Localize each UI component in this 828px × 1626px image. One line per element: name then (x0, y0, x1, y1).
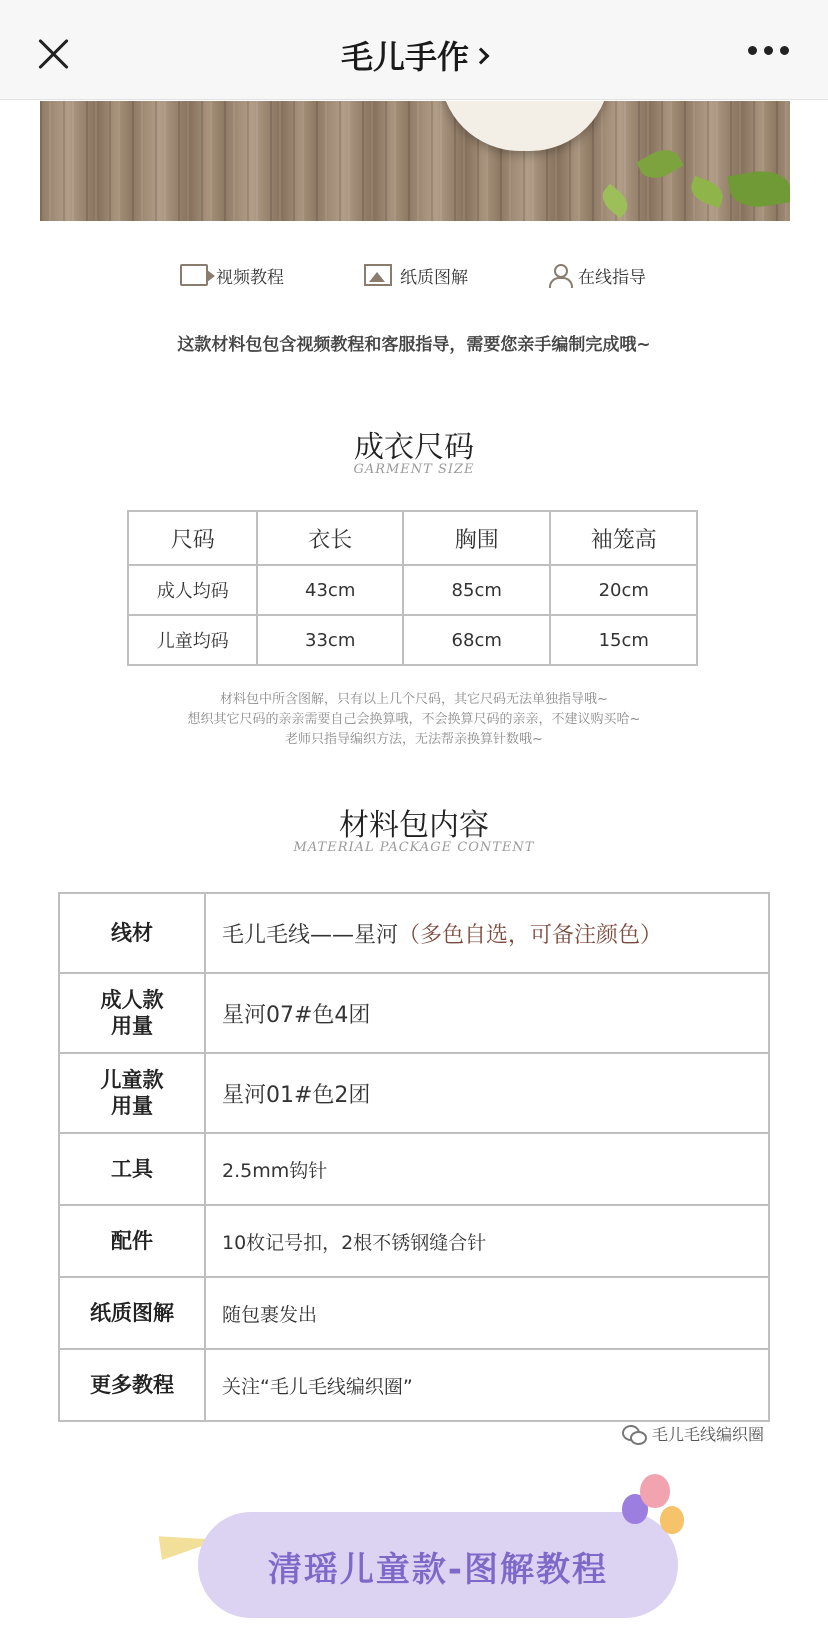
material-table (58, 892, 770, 1422)
row-key: 配件 (59, 1205, 205, 1277)
top-nav-bar (0, 0, 828, 100)
table-row (59, 1349, 769, 1421)
wechat-icon (622, 1425, 646, 1443)
size-section-title: 成衣尺码 (354, 430, 474, 465)
person-icon (548, 264, 570, 286)
row-value: 随包裹发出 (205, 1277, 769, 1349)
row-value: 毛儿毛线——星河（多色自选，可备注颜色） (205, 893, 769, 973)
image-icon (364, 264, 392, 286)
feature-video (180, 255, 284, 295)
table-header-cell: 衣长 (257, 511, 403, 565)
account-title-link[interactable] (0, 32, 828, 78)
table-row (59, 1133, 769, 1205)
table-cell: 20cm (550, 565, 697, 615)
table-cell: 68cm (403, 615, 551, 665)
more-icon[interactable] (748, 46, 792, 58)
table-row (59, 973, 769, 1053)
material-section-title: 材料包内容 (339, 808, 489, 843)
table-row (59, 1053, 769, 1133)
row-key: 线材 (59, 893, 205, 973)
table-cell: 儿童均码 (128, 615, 257, 665)
balloon-icon (640, 1474, 670, 1508)
size-note (0, 690, 828, 750)
size-table (127, 510, 698, 666)
row-key: 成人款 用量 (59, 973, 205, 1053)
table-row (128, 565, 697, 615)
note-line: 材料包中所含图解，只有以上几个尺码，其它尺码无法单独指导哦~ (220, 692, 608, 707)
table-header-row (128, 511, 697, 565)
account-title: 毛儿手作 (340, 38, 469, 76)
row-value: 关注“毛儿毛线编织圈” (205, 1349, 769, 1421)
hero-photo (40, 101, 790, 221)
color-note: （多色自选，可备注颜色） (398, 922, 663, 948)
row-key: 纸质图解 (59, 1277, 205, 1349)
row-key: 工具 (59, 1133, 205, 1205)
feature-label: 纸质图解 (400, 267, 468, 288)
feature-online (548, 255, 646, 295)
intro-text: 这款材料包包含视频教程和客服指导，需要您亲手编制完成哦~ (177, 335, 651, 355)
table-row (59, 893, 769, 973)
row-key: 更多教程 (59, 1349, 205, 1421)
table-cell: 33cm (257, 615, 403, 665)
banner-title: 清瑶儿童款-图解教程 (267, 1550, 609, 1590)
note-line: 老师只指导编织方法，无法帮亲换算针数哦~ (285, 732, 543, 747)
table-header-cell: 袖笼高 (550, 511, 697, 565)
chevron-right-icon (473, 48, 490, 65)
table-cell: 15cm (550, 615, 697, 665)
table-cell: 成人均码 (128, 565, 257, 615)
size-section-subtitle: GARMENT SIZE (353, 462, 475, 477)
feature-paper (364, 255, 468, 295)
row-value: 2.5mm钩针 (205, 1133, 769, 1205)
watermark-text: 毛儿毛线编织圈 (651, 1425, 764, 1444)
table-cell: 85cm (403, 565, 551, 615)
note-line: 想织其它尺码的亲亲需要自己会换算哦，不会换算尺码的亲亲，不建议购买哈~ (187, 712, 641, 727)
balloon-icon (660, 1506, 684, 1534)
feature-label: 视频教程 (216, 267, 284, 288)
row-key: 儿童款 用量 (59, 1053, 205, 1133)
row-value: 10枚记号扣，2根不锈钢缝合针 (205, 1205, 769, 1277)
feature-label: 在线指导 (578, 267, 646, 288)
material-section-subtitle: MATERIAL PACKAGE CONTENT (293, 840, 535, 855)
table-row (59, 1205, 769, 1277)
watermark (622, 1422, 764, 1445)
video-icon (180, 264, 208, 286)
feature-row (0, 255, 828, 295)
table-row (128, 615, 697, 665)
table-cell: 43cm (257, 565, 403, 615)
table-header-cell: 尺码 (128, 511, 257, 565)
row-value: 星河07#色4团 (205, 973, 769, 1053)
table-row (59, 1277, 769, 1349)
table-header-cell: 胸围 (403, 511, 551, 565)
row-value: 星河01#色2团 (205, 1053, 769, 1133)
